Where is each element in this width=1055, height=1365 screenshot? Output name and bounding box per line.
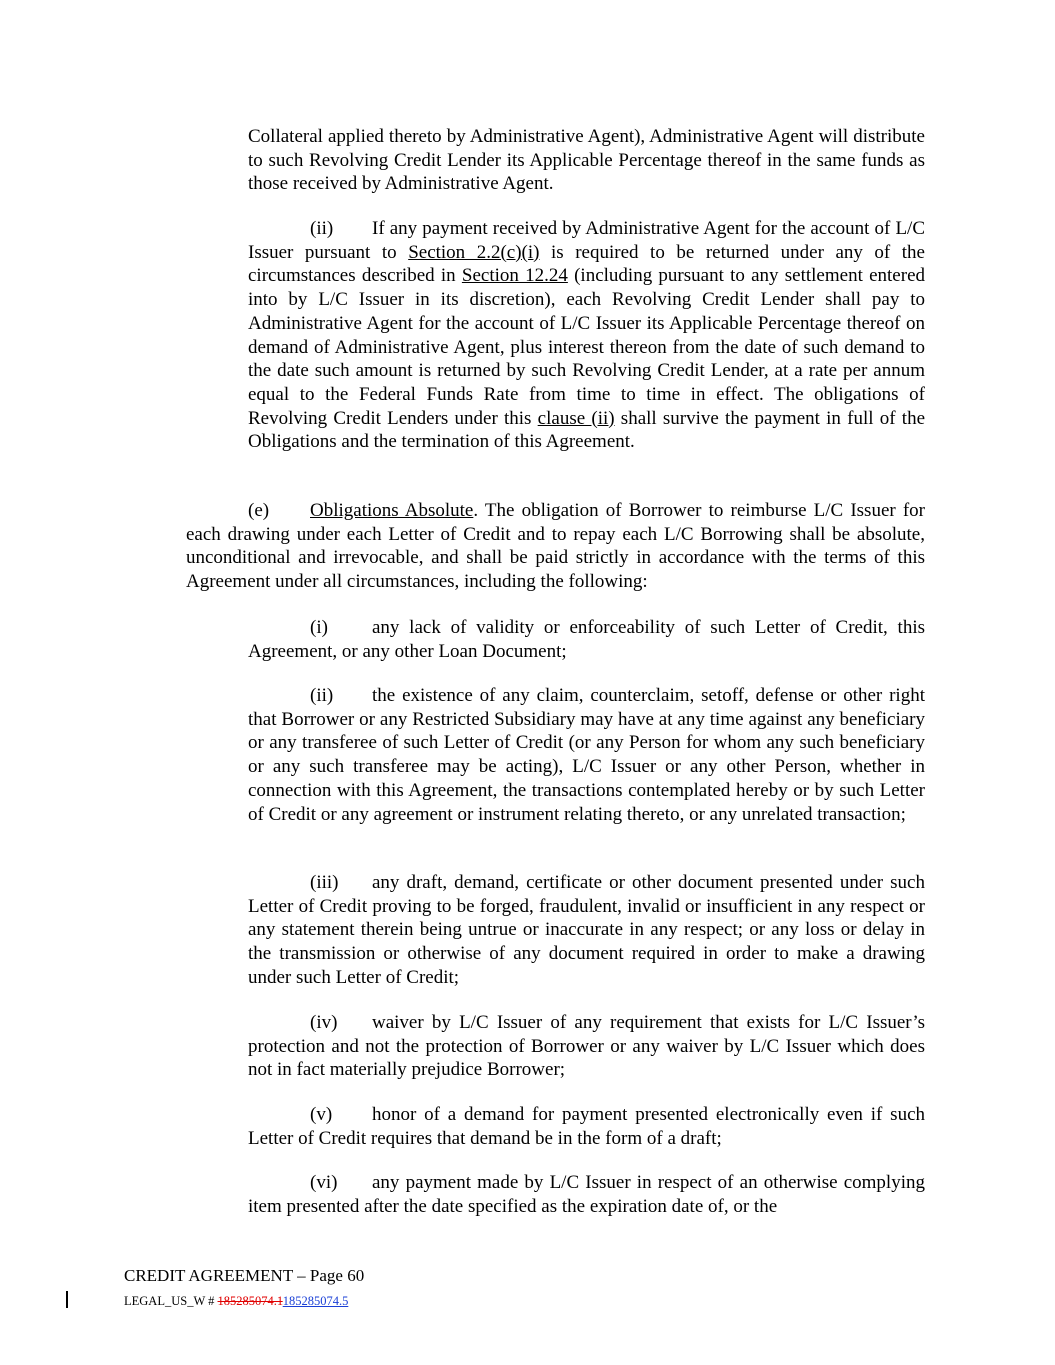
section-reference: Section 12.24 xyxy=(461,265,568,287)
section-label: (e) xyxy=(248,500,270,521)
list-item-ii xyxy=(248,684,925,826)
paragraph-continuation xyxy=(248,125,925,196)
clause-text: If any payment received by Administrative Agent for the account of L/C Issuer pursuant to xyxy=(248,218,925,263)
clause-text: shall survive the payment in full of the Obligations and the termination of this Agreement. xyxy=(248,407,926,453)
paragraph-continuation-text: Collateral applied thereto by Administrative Agent), Administrative Agent will distribute to such Revolving Credit Lender its Applicable Percentage thereof in the same funds as those received by Administrative Agent. xyxy=(248,126,925,195)
doc-id-deleted: 185285074.1 xyxy=(217,1294,283,1308)
list-item-iii xyxy=(248,871,925,990)
paragraph-e-obligations-absolute xyxy=(186,499,925,594)
section-reference: Section 2.2(c)(i) xyxy=(408,241,540,263)
clause-reference: clause (ii) xyxy=(537,407,615,429)
item-label: (iii) xyxy=(310,872,339,893)
item-text: waiver by L/C Issuer of any requirement that exists for L/C Issuer’s protection and not the protection of Borrower or any waiver by L/C Issuer which does not in fact materially prejudice Borrower; xyxy=(248,1012,925,1081)
item-label: (v) xyxy=(310,1104,333,1125)
doc-id-inserted: 185285074.5 xyxy=(282,1294,349,1308)
footer-page-title: CREDIT AGREEMENT – Page 60 xyxy=(124,1266,365,1285)
item-label: (ii) xyxy=(310,685,334,706)
item-text: honor of a demand for payment presented electronically even if such Letter of Credit requires that demand be in the form of a draft; xyxy=(248,1104,925,1149)
list-item-vi xyxy=(248,1171,925,1218)
revision-change-bar xyxy=(66,1291,68,1308)
doc-id-prefix: LEGAL_US_W # xyxy=(124,1294,218,1308)
list-item-v xyxy=(248,1103,925,1150)
list-item-iv xyxy=(248,1011,925,1082)
section-text: . The obligation of Borrower to reimburse L/C Issuer for each drawing under each Letter of Credit and to repay each L/C Borrowing shall be absolute, unconditional and irrevocable, and shall be paid strictly in accordance with the terms of this Agreement under all circumstances, including the following: xyxy=(186,500,925,593)
footer-document-id xyxy=(124,1293,348,1309)
clause-text: (including pursuant to any settlement entered into by L/C Issuer in its discretion), each Revolving Credit Lender shall pay to Administrative Agent for the account of L/C Issuer its Applicable Percentage thereof on demand of Administrative Agent, plus interest thereon from the date of such demand to the date such amount is returned by such Revolving Credit Lender, at a rate per annum equal to the Federal Funds Rate from time to time in effect. The obligations of Revolving Credit Lenders under this xyxy=(248,265,925,429)
item-text: any lack of validity or enforceability of such Letter of Credit, this Agreement, or any other Loan Document; xyxy=(248,617,925,662)
item-text: any draft, demand, certificate or other document presented under such Letter of Credit proving to be forged, fraudulent, invalid or insufficient in any respect or any statement therein being untrue or inaccurate in any respect; or any loss or delay in the transmission or otherwise of any document required in order to make a drawing under such Letter of Credit; xyxy=(248,872,925,988)
item-label: (i) xyxy=(310,617,328,638)
item-text: the existence of any claim, counterclaim, setoff, defense or other right that Borrower or any Restricted Subsidiary may have at any time against any beneficiary or any transferee of such Letter of Credit (or any Person for whom any such beneficiary or any such transferee may be acting), L/C Issuer or any other Person, whether in connection with this Agreement, the transactions contemplated hereby or by such Letter of Credit or any agreement or instrument relating thereto, or any unrelated transaction; xyxy=(248,685,925,825)
paragraph-clause-ii xyxy=(248,217,925,454)
item-text: any payment made by L/C Issuer in respect of an otherwise complying item presented after the date specified as the expiration date of, or the xyxy=(248,1172,925,1217)
clause-text: is required to be returned under any of the circumstances described in xyxy=(248,241,925,287)
item-label: (vi) xyxy=(310,1172,338,1193)
item-label: (iv) xyxy=(310,1012,338,1033)
list-item-i xyxy=(248,616,925,663)
section-heading: Obligations Absolute xyxy=(310,500,474,521)
clause-label: (ii) xyxy=(310,218,334,239)
